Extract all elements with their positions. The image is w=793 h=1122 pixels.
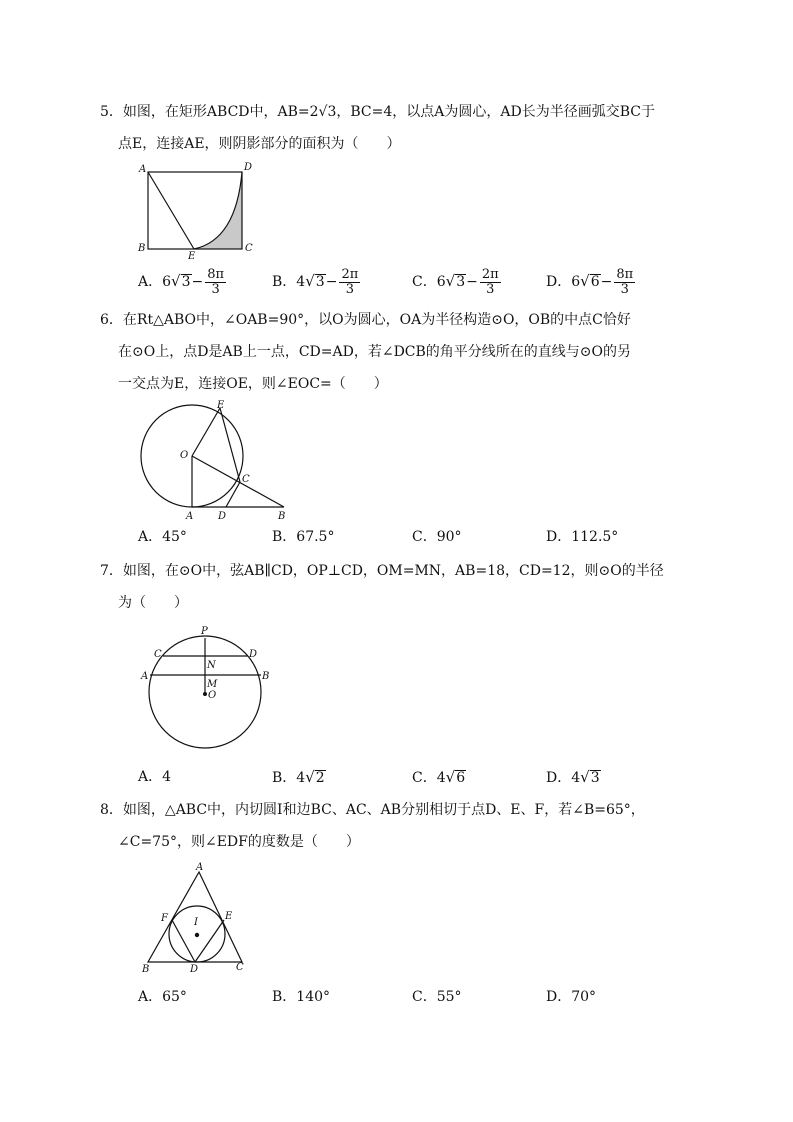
q5-option-c[interactable]: C．6√3− $\frac{2\pi}{3}$ xyxy=(412,266,499,297)
question-8-number: 8． xyxy=(100,802,123,818)
question-6-options xyxy=(138,522,678,552)
question-5-stem-line2: 点E，连接AE，则阴影部分的面积为（ ） xyxy=(118,136,401,152)
question-6-stem-line2: 在⊙O上，点D是AB上一点，CD=AD，若∠DCB的角平分线所在的直线与⊙O的另 xyxy=(118,344,631,360)
q6-option-b[interactable]: B．67.5° xyxy=(272,529,335,545)
question-8-stem-line1: 8．如图，△ABC中，内切圆I和边BC、AC、AB分别相切于点D、E、F，若∠B=65°， xyxy=(100,802,645,818)
question-7-number: 7． xyxy=(100,563,123,579)
question-5-number: 5． xyxy=(100,104,123,120)
label-o: O xyxy=(180,450,189,461)
label-b: B xyxy=(278,511,286,522)
segment-oe xyxy=(192,408,220,456)
label-e: E xyxy=(188,251,196,260)
label-f: F xyxy=(161,913,168,924)
q6-option-a[interactable]: A．45° xyxy=(138,529,187,545)
question-5-stem-line1: 5．如图，在矩形ABCD中，AB=2√3，BC=4，以点A为圆心，AD长为半径画弧交BC于 xyxy=(100,104,655,120)
label-a: A xyxy=(196,862,204,873)
question-5-options xyxy=(138,266,678,296)
label-a: A xyxy=(186,511,194,522)
question-7-stem-line1: 7．如图，在⊙O中，弦AB∥CD，OP⊥CD，OM=MN，AB=18，CD=12，则⊙O的半径 xyxy=(100,563,664,579)
q8-option-b[interactable]: B．140° xyxy=(272,989,331,1005)
q7-option-a[interactable]: A．4 xyxy=(138,769,172,785)
figure-q8 xyxy=(136,858,256,978)
q8-option-a[interactable]: A．65° xyxy=(138,989,187,1005)
label-b: B xyxy=(138,243,146,254)
question-7-options xyxy=(138,762,678,792)
q8-option-d[interactable]: D．70° xyxy=(546,989,597,1005)
shaded-region xyxy=(194,172,242,249)
segment-de xyxy=(195,920,224,962)
label-e: E xyxy=(217,400,225,411)
label-d: D xyxy=(244,162,253,173)
question-8-stem-line2: ∠C=75°，则∠EDF的度数是（ ） xyxy=(118,834,360,850)
q6-option-c[interactable]: C．90° xyxy=(412,529,462,545)
label-m: M xyxy=(207,679,218,690)
label-d: D xyxy=(218,511,227,522)
question-7-stem-line2: 为（ ） xyxy=(118,595,188,611)
segment-ob xyxy=(192,456,284,507)
label-b: B xyxy=(262,671,270,682)
figure-q5 xyxy=(136,160,256,260)
figure-q6 xyxy=(134,400,294,522)
q7-option-b[interactable]: B．4√2 xyxy=(272,768,325,786)
question-7 xyxy=(100,555,678,619)
label-c: C xyxy=(245,243,253,254)
q8-option-c[interactable]: C．55° xyxy=(412,989,462,1005)
segment-ec xyxy=(220,408,240,482)
question-6-number: 6． xyxy=(100,312,123,328)
point-o xyxy=(203,692,207,696)
label-d: D xyxy=(249,649,258,660)
question-8 xyxy=(100,794,678,858)
question-6 xyxy=(100,304,678,400)
label-n: N xyxy=(207,660,216,671)
label-c: C xyxy=(236,962,244,973)
segment-ae xyxy=(148,172,194,249)
q5-option-d[interactable]: D．6√6− $\frac{8\pi}{3}$ xyxy=(546,266,634,297)
q5-option-a[interactable]: A．6√3− $\frac{8\pi}{3}$ xyxy=(138,266,225,297)
label-a: A xyxy=(141,671,149,682)
label-c: C xyxy=(242,474,250,485)
label-a: A xyxy=(139,164,147,175)
label-p: P xyxy=(201,626,208,637)
figure-q7 xyxy=(136,624,276,754)
label-o: O xyxy=(208,690,217,701)
label-e: E xyxy=(225,911,233,922)
label-b: B xyxy=(142,964,150,975)
q7-option-c[interactable]: C．4√6 xyxy=(412,768,466,786)
question-6-stem-line3: 一交点为E，连接OE，则∠EOC=（ ） xyxy=(118,376,388,392)
question-5 xyxy=(100,96,678,160)
label-c: C xyxy=(154,649,162,660)
question-8-options xyxy=(138,982,678,1012)
q6-option-d[interactable]: D．112.5° xyxy=(546,529,619,545)
q7-option-d[interactable]: D．4√3 xyxy=(546,768,600,786)
question-6-stem-line1: 6．在Rt△ABO中，∠OAB=90°，以O为圆心，OA为半径构造⊙O，OB的中点C恰好 xyxy=(100,312,631,328)
point-i xyxy=(195,933,199,937)
label-d: D xyxy=(190,964,199,975)
segment-df xyxy=(172,920,195,962)
q5-option-b[interactable]: B．4√3− $\frac{2\pi}{3}$ xyxy=(272,266,359,297)
label-i: I xyxy=(194,917,198,928)
